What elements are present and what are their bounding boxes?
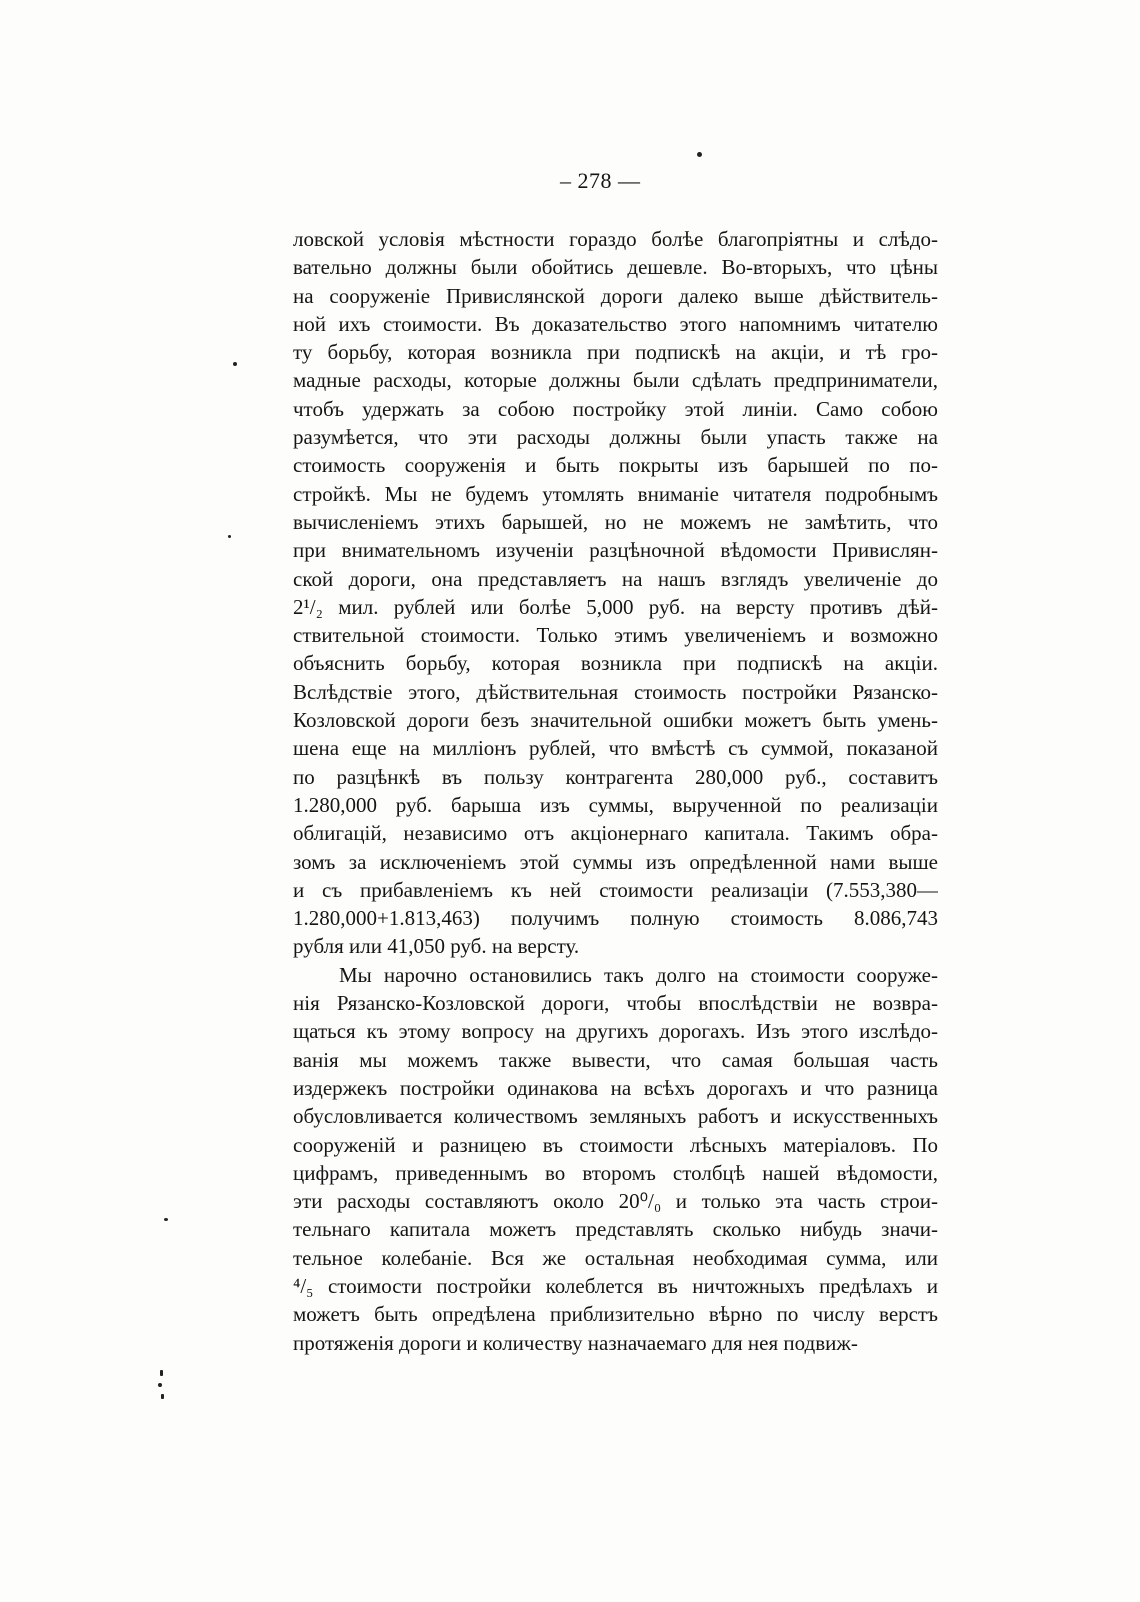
- scan-speck: [164, 1218, 168, 1221]
- paragraph-1: [293, 225, 938, 961]
- text-line: при внимательномъ изученіи разцѣночной вѣдомости Привислян-: [293, 538, 938, 563]
- text-line: облигацій, независимо отъ акціонернаго капитала. Такимъ обра-: [293, 821, 938, 846]
- text-line: и съ прибавленіемъ къ ней стоимости реализаціи (7.553,380—: [293, 877, 938, 902]
- text-line: ной ихъ стоимости. Въ доказательство этого напомнимъ читателю: [293, 311, 938, 336]
- page-number: – 278 —: [560, 168, 641, 193]
- text-line: тельнаго капитала можетъ представлять сколько нибудь значи-: [293, 1217, 938, 1242]
- scan-speck: [228, 535, 231, 538]
- text-line: вычисленіемъ этихъ барышей, но не можемъ не замѣтить, что: [293, 509, 938, 534]
- text-line: Вслѣдствіе этого, дѣйствительная стоимость постройки Рязанско-: [293, 679, 938, 704]
- scan-speck: [158, 1383, 162, 1387]
- text-line: 2¹/₂ мил. рублей или болѣе 5,000 руб. на версту противъ дѣй-: [293, 594, 938, 619]
- text-line: на сооруженіе Привислянской дороги далеко выше дѣйствитель-: [293, 283, 938, 308]
- body-text: [293, 225, 938, 1357]
- text-line: обусловливается количествомъ земляныхъ работъ и искусственныхъ: [293, 1104, 938, 1129]
- text-line: чтобъ удержать за собою постройку этой линіи. Само собою: [293, 396, 938, 421]
- paragraph-2: [293, 961, 938, 1357]
- text-line: Козловской дороги безъ значительной ошибки можетъ быть умень-: [293, 708, 938, 733]
- text-line: ловской условія мѣстности гораздо болѣе благопріятны и слѣдо-: [293, 227, 938, 251]
- text-line: зомъ за исключеніемъ этой суммы изъ опредѣленной нами выше: [293, 849, 938, 874]
- text-line: разумѣется, что эти расходы должны были упасть также на: [293, 425, 938, 450]
- scan-speck: [233, 362, 237, 366]
- text-line: по разцѣнкѣ въ пользу контрагента 280,000 руб., составитъ: [293, 764, 938, 789]
- text-line: 1.280,000 руб. барыша изъ суммы, вырученной по реализаціи: [293, 792, 938, 817]
- text-line: мадные расходы, которые должны были сдѣлать предприниматели,: [293, 368, 938, 393]
- text-line: шена еще на милліонъ рублей, что вмѣстѣ съ суммой, показаной: [293, 736, 938, 761]
- text-line: стоимость сооруженія и быть покрыты изъ барышей по по-: [293, 453, 938, 478]
- text-line: рубля или 41,050 руб. на версту.: [293, 934, 580, 959]
- text-line: щаться къ этому вопросу на другихъ дорогахъ. Изъ этого изслѣдо-: [293, 1019, 938, 1044]
- text-line: ту борьбу, которая возникла при подпискѣ на акціи, и тѣ гро-: [293, 340, 938, 365]
- text-line: объяснить борьбу, которая возникла при подпискѣ на акціи.: [293, 651, 938, 676]
- text-line: ⁴/₅ стоимости постройки колеблется въ ничтожныхъ предѣлахъ и: [293, 1273, 938, 1298]
- scan-speck: [160, 1370, 163, 1376]
- text-line: сооруженій и разницею въ стоимости лѣсныхъ матеріаловъ. По: [293, 1132, 938, 1157]
- text-line: тельное колебаніе. Вся же остальная необходимая сумма, или: [293, 1245, 938, 1270]
- text-line: ской дороги, она представляетъ на нашъ взглядъ увеличеніе до: [293, 566, 938, 591]
- text-line: можетъ быть опредѣлена приблизительно вѣрно по числу верстъ: [293, 1302, 938, 1327]
- text-line: вательно должны были обойтись дешевле. Во-вторыхъ, что цѣны: [293, 255, 938, 280]
- text-line: нія Рязанско-Козловской дороги, чтобы впослѣдствіи не возвра-: [293, 991, 938, 1016]
- text-line: ствительной стоимости. Только этимъ увеличеніемъ и возможно: [293, 623, 938, 648]
- text-line: Мы нарочно остановились такъ долго на стоимости сооруже-: [339, 962, 938, 987]
- text-line: протяженія дороги и количеству назначаемаго для нея подвиж-: [293, 1330, 858, 1355]
- text-line: эти расходы составляютъ около 20⁰/₀ и только эта часть строи-: [293, 1189, 938, 1214]
- scan-speck: [161, 1394, 164, 1399]
- text-line: ванія мы можемъ также вывести, что самая большая часть: [293, 1047, 938, 1072]
- text-line: цифрамъ, приведеннымъ во второмъ столбцѣ нашей вѣдомости,: [293, 1160, 938, 1185]
- text-line: 1.280,000+1.813,463) получимъ полную стоимость 8.086,743: [293, 906, 938, 931]
- text-line: стройкѣ. Мы не будемъ утомлять вниманіе читателя подробнымъ: [293, 481, 938, 506]
- text-line: издержекъ постройки одинакова на всѣхъ дорогахъ и что разница: [293, 1075, 938, 1100]
- scan-speck: [697, 152, 702, 157]
